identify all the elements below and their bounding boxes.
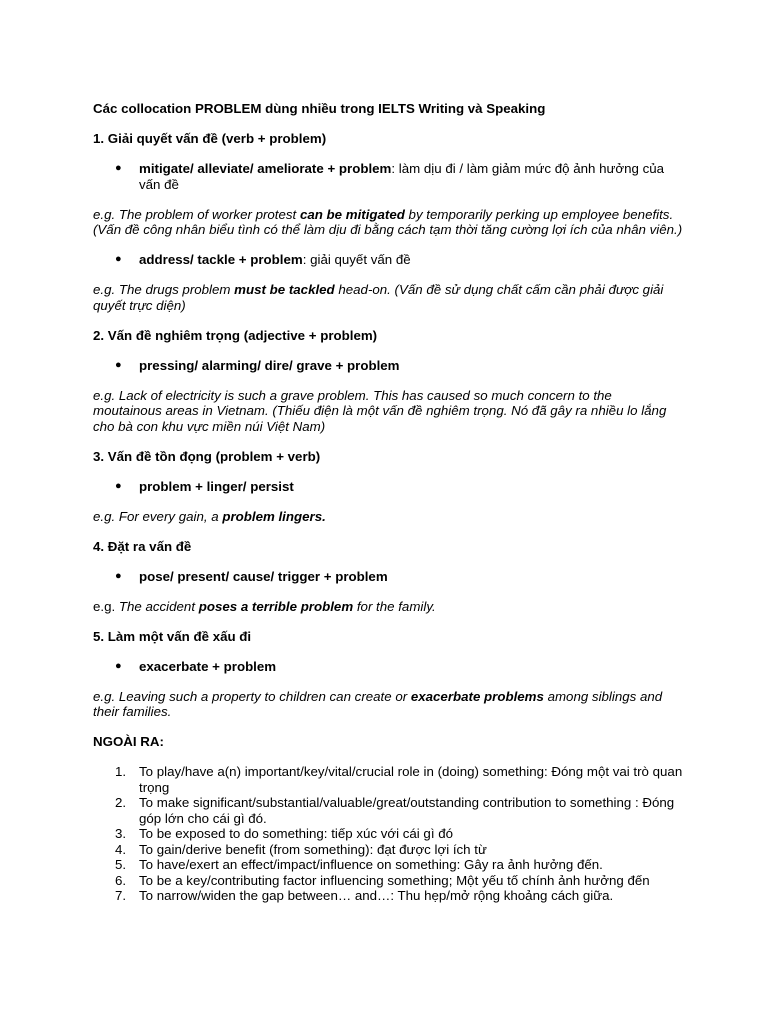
example-sentence <box>93 207 683 238</box>
example-highlight: exacerbate problems <box>410 688 544 704</box>
extra-list-item <box>93 795 683 826</box>
extra-item-text: To narrow/widen the gap between… and…: Thu hẹp/mở rộng khoảng cách giữa. <box>139 888 614 903</box>
example-prefix: e.g. <box>93 598 119 614</box>
bullet-icon: ● <box>115 162 122 174</box>
section-heading: 3. Vấn đề tồn đọng (problem + verb) <box>93 448 321 464</box>
example-sentence <box>93 599 683 615</box>
section-heading: 1. Giải quyết vấn đề (verb + problem) <box>93 131 327 146</box>
extra-item-text: To be exposed to do something: tiếp xúc với cái gì đó <box>139 826 453 841</box>
extra-item-text: To play/have a(n) important/key/vital/crucial role in (doing) something: Đóng một vai trò quan trọng <box>139 764 683 795</box>
extra-list-item <box>93 888 683 904</box>
section-heading: 5. Làm một vấn đề xấu đi <box>93 628 252 644</box>
extra-item-text: To be a key/contributing factor influencing something; Một yếu tố chính ảnh hưởng đến <box>139 872 650 888</box>
collocation-term: pressing/ alarming/ dire/ grave + problem <box>139 357 400 373</box>
example-text: for the family. <box>353 598 436 614</box>
example-highlight: can be mitigated <box>299 206 405 222</box>
extra-item-text: To gain/derive benefit (from something): đạt được lợi ích từ <box>139 841 487 857</box>
example-text: e.g. For every gain, a <box>93 508 223 524</box>
list-number: 3. <box>115 826 127 841</box>
list-item <box>93 358 683 374</box>
extra-item-text: To make significant/substantial/valuable/great/outstanding contribution to something : Đóng góp lớn cho cái gì đó. <box>139 795 675 826</box>
collocation-term: mitigate/ alleviate/ ameliorate + problem <box>139 161 392 176</box>
example-highlight: problem lingers. <box>222 508 326 524</box>
list-item <box>93 252 683 268</box>
example-sentence <box>93 282 683 313</box>
bullet-icon: ● <box>115 569 122 582</box>
example-sentence <box>93 509 683 525</box>
example-text: by temporarily perking up employee benefits. (Vấn đề công nhân biểu tình có thể làm dịu đi bằng cách tạm thời tăng cường lợi ích của nhân viên.) <box>93 206 683 237</box>
extra-list-item <box>93 873 683 889</box>
document-page <box>93 101 683 904</box>
example-sentence <box>93 689 683 720</box>
collocation-term: pose/ present/ cause/ trigger + problem <box>139 568 388 584</box>
example-text: The accident <box>118 598 199 614</box>
bullet-icon: ● <box>115 659 122 672</box>
bullet-icon: ● <box>115 253 122 265</box>
section-heading: 4. Đặt ra vấn đề <box>93 538 192 554</box>
collocation-meaning: : làm dịu đi / làm giảm mức độ ảnh hưởng của vấn đề <box>139 161 665 192</box>
section-heading: 2. Vấn đề nghiêm trọng (adjective + problem) <box>93 327 378 343</box>
example-text: among siblings and their families. <box>93 688 663 719</box>
collocation-meaning: : giải quyết vấn đề <box>302 252 411 267</box>
list-number: 6. <box>115 872 127 888</box>
list-number: 5. <box>115 857 127 872</box>
list-number: 1. <box>115 764 127 779</box>
example-sentence: e.g. Lack of electricity is such a grave problem. This has caused so much concern to the moutainous areas in Vietnam. (Thiếu điện là một vấn đề nghiêm trọng. Nó đã gây ra nhiều lo lắng cho bà con khu vực miền núi Việt Nam) <box>93 387 667 434</box>
list-item <box>93 659 683 675</box>
extra-list-item <box>93 857 683 873</box>
example-text: e.g. Leaving such a property to children can create or <box>93 688 411 704</box>
list-number: 2. <box>115 795 127 810</box>
document-title: Các collocation PROBLEM dùng nhiều trong IELTS Writing và Speaking <box>93 101 546 116</box>
collocation-term: problem + linger/ persist <box>139 478 294 494</box>
extra-heading: NGOÀI RA: <box>93 734 164 749</box>
extra-list-item <box>93 764 683 795</box>
extra-list <box>93 764 683 904</box>
example-text: e.g. The problem of worker protest <box>93 206 300 222</box>
example-text: e.g. The drugs problem <box>93 282 235 297</box>
list-number: 4. <box>115 841 127 857</box>
list-item <box>93 161 683 192</box>
collocation-term: address/ tackle + problem <box>139 252 303 267</box>
extra-list-item <box>93 842 683 858</box>
example-highlight: must be tackled <box>234 282 335 297</box>
extra-list-item <box>93 826 683 842</box>
list-number: 7. <box>115 888 127 903</box>
bullet-icon: ● <box>115 479 122 492</box>
extra-item-text: To have/exert an effect/impact/influence on something: Gây ra ảnh hưởng đến. <box>139 857 603 872</box>
bullet-icon: ● <box>115 358 122 371</box>
list-item <box>93 569 683 585</box>
collocation-term: exacerbate + problem <box>139 658 277 674</box>
example-text: head-on. (Vấn đề sử dụng chất cấm cần phải được giải quyết trực diện) <box>93 282 664 313</box>
list-item <box>93 479 683 495</box>
example-highlight: poses a terrible problem <box>198 598 354 614</box>
